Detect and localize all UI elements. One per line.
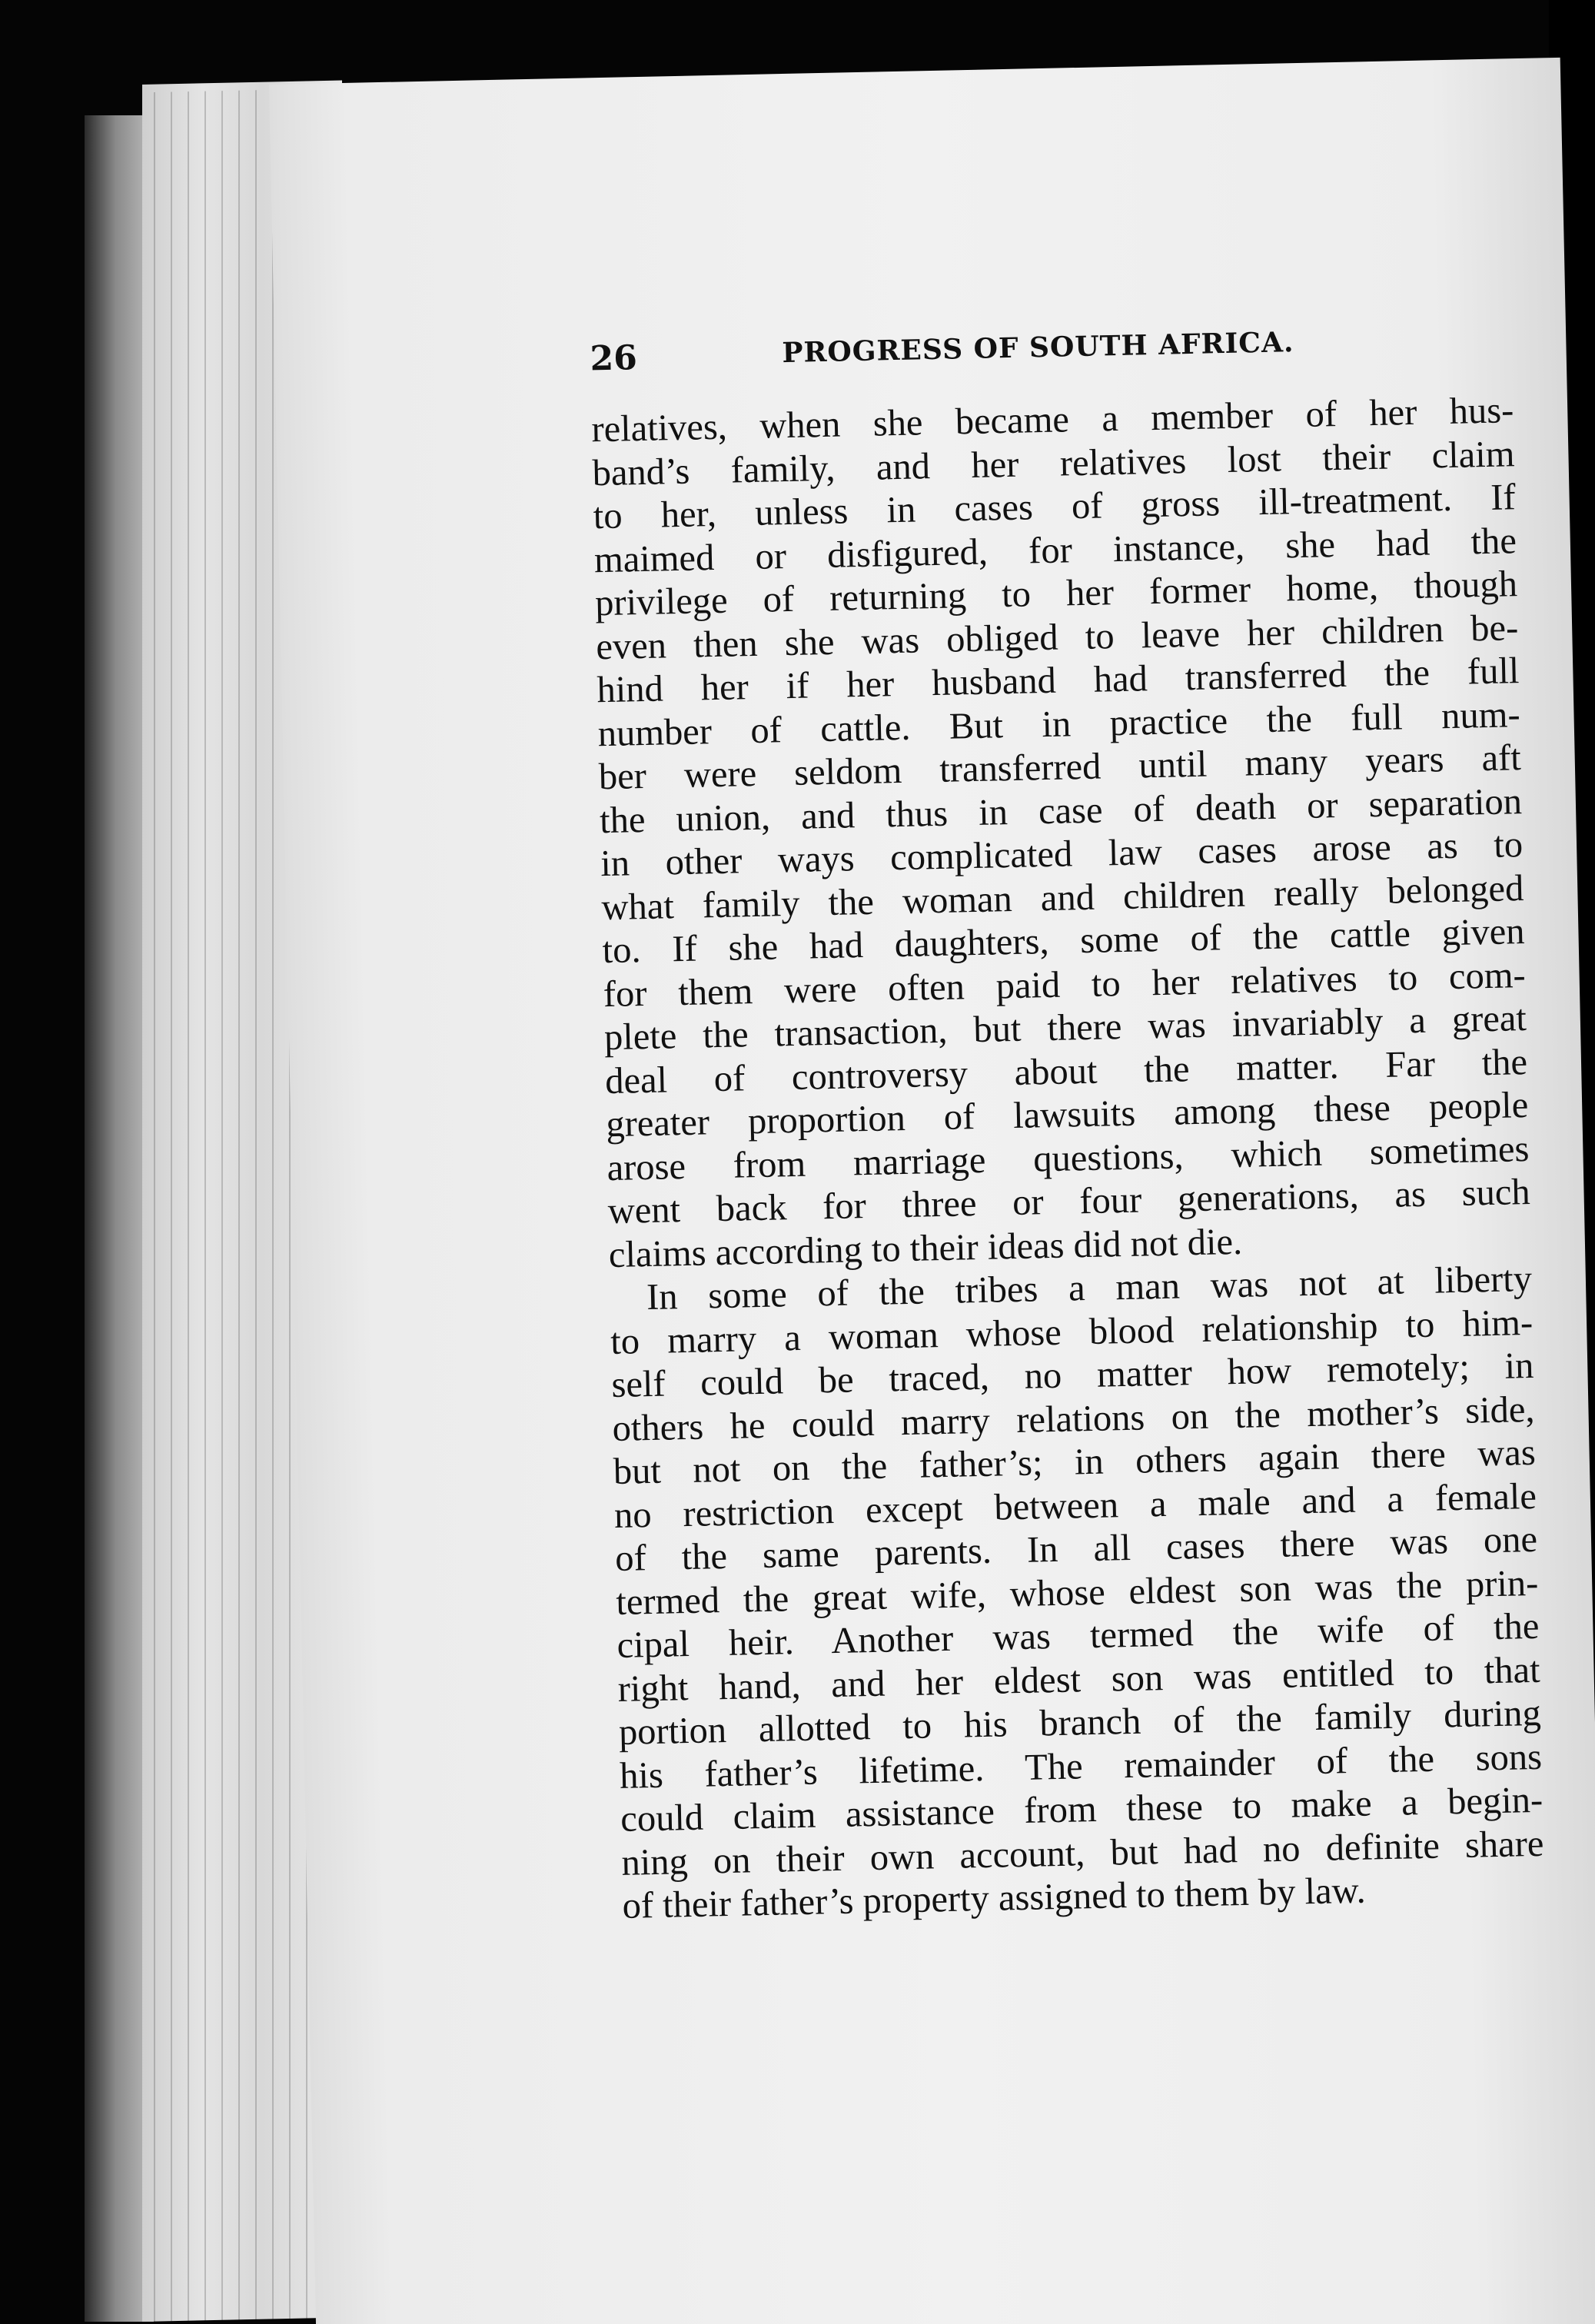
- text-line: in other ways complicated law cases arose as to: [600, 824, 1524, 885]
- text-line: ber were seldom transferred until many years aft: [598, 737, 1522, 798]
- text-line: arose from marriage questions, which sometimes: [606, 1128, 1530, 1189]
- text-line: hind her if her husband had transferred the full: [596, 650, 1520, 711]
- text-line: ning on their own account, but had no definite share: [620, 1823, 1544, 1883]
- text-line: others he could marry relations on the mother’s side,: [612, 1388, 1535, 1449]
- text-line: went back for three or four generations, as such: [607, 1171, 1531, 1232]
- text-line: of the same parents. In all cases there was one: [614, 1518, 1538, 1579]
- text-line: greater proportion of lawsuits among these people: [605, 1084, 1529, 1145]
- running-head-title: PROGRESS OF SOUTH AFRICA.: [782, 326, 1294, 370]
- text-line: cipal heir. Another was termed the wife of the: [616, 1605, 1540, 1666]
- text-line: to marry a woman whose blood relationship to him-: [610, 1302, 1534, 1362]
- text-line: but not on the father’s; in others again there was: [613, 1431, 1537, 1493]
- book-page: [269, 58, 1595, 2324]
- text-line: plete the transaction, but there was invariably a great: [603, 998, 1527, 1059]
- text-line: claims according to their ideas did not die.: [608, 1221, 1243, 1275]
- page-content: [590, 320, 1545, 1928]
- text-line: even then she was obliged to leave her children be-: [595, 607, 1519, 667]
- text-line: relatives, when she became a member of her hus-: [590, 390, 1514, 451]
- text-line: maimed or disfigured, for instance, she had the: [593, 520, 1517, 580]
- text-line: number of cattle. But in practice the full num-: [597, 693, 1521, 754]
- text-line: termed the great wife, whose eldest son was the prin-: [615, 1562, 1539, 1623]
- text-line: for them were often paid to her relatives to com-: [603, 954, 1527, 1015]
- text-line: no restriction except between a male and a female: [613, 1475, 1537, 1536]
- text-line: to her, unless in cases of gross ill-treatment. If: [593, 477, 1517, 537]
- text-line: his father’s lifetime. The remainder of the sons: [619, 1736, 1543, 1797]
- text-line: to. If she had daughters, some of the cattle given: [602, 911, 1525, 972]
- text-line: the union, and thus in case of death or separation: [599, 780, 1523, 841]
- page-number: 26: [590, 338, 638, 379]
- text-line: right hand, and her eldest son was entitled to that: [617, 1649, 1541, 1710]
- paragraph-2: [610, 1258, 1545, 1928]
- text-line: self could be traced, no matter how remotely; in: [610, 1345, 1534, 1406]
- text-line: deal of controversy about the matter. Far the: [604, 1041, 1528, 1102]
- text-line: could claim assistance from these to make a begin-: [620, 1779, 1543, 1840]
- text-line: of their father’s property assigned to them by law.: [622, 1870, 1367, 1927]
- text-line: what family the woman and children really belonged: [600, 867, 1524, 928]
- text-line: band’s family, and her relatives lost their claim: [592, 433, 1515, 494]
- text-line: portion allotted to his branch of the family during: [618, 1692, 1542, 1753]
- text-line: privilege of returning to her former home, though: [594, 564, 1518, 624]
- text-line: In some of the tribes a man was not at liberty: [646, 1258, 1533, 1318]
- paragraph-1: [591, 389, 1531, 1277]
